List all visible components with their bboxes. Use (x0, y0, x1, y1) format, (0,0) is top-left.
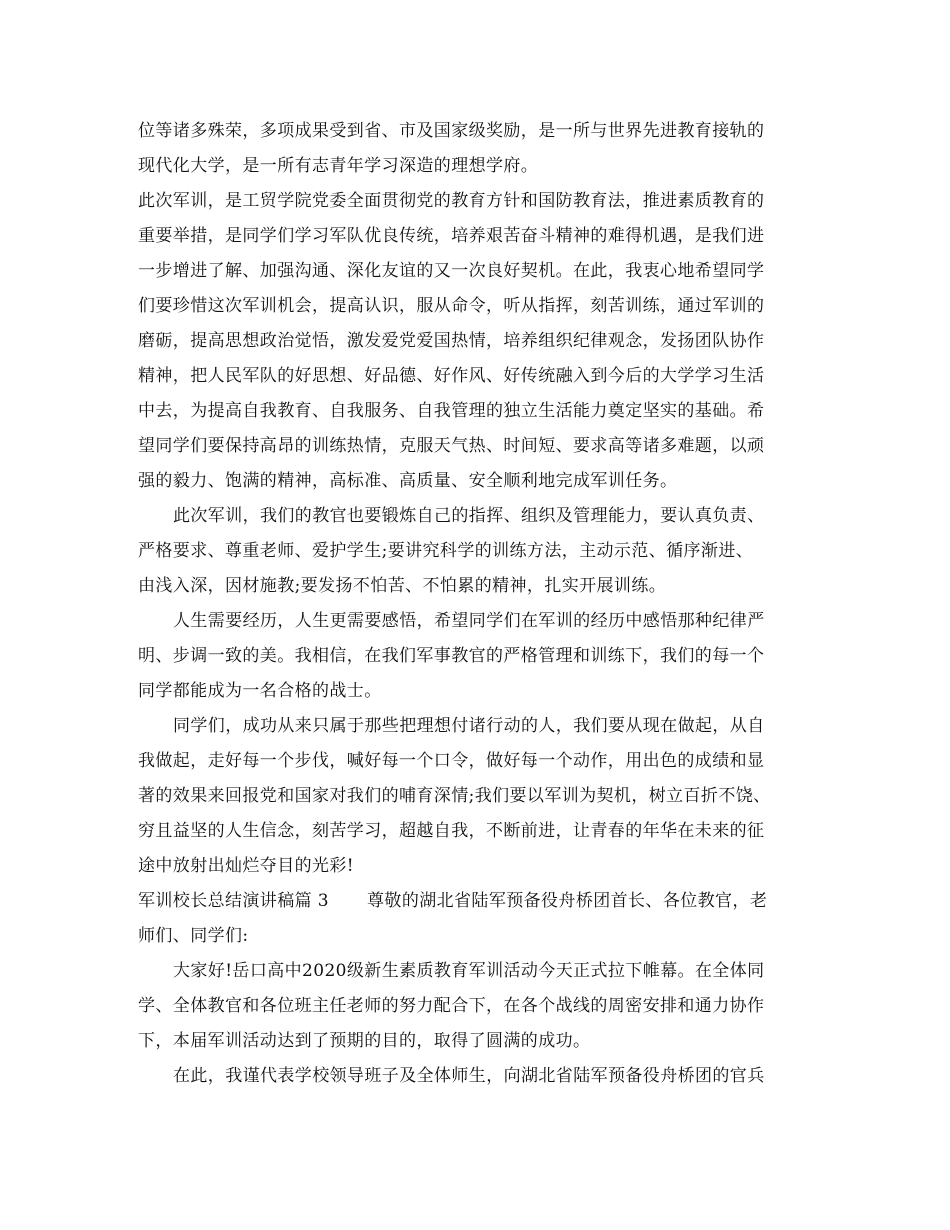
text-line: 望同学们要保持高昂的训练热情，克服天气热、时间短、要求高等诸多难题，以顽 (138, 436, 765, 456)
text-line: 现代化大学，是一所有志青年学习深造的理想学府。 (138, 156, 539, 176)
text-line: 位等诸多殊荣，多项成果受到省、市及国家级奖励，是一所与世界先进教育接轨的 (138, 121, 765, 141)
text-line: 此次军训，是工贸学院党委全面贯彻党的教育方针和国防教育法，推进素质教育的 (138, 191, 765, 211)
text-line: 穷且益坚的人生信念，刻苦学习，超越自我，不断前进，让青春的年华在未来的征 (138, 821, 765, 841)
salutation: 尊敬的湖北省陆军预备役舟桥团首长、各位教官，老 (367, 891, 768, 911)
text-line: 明、步调一致的美。我相信，在我们军事教官的严格管理和训练下，我们的每一个 (138, 646, 765, 666)
document-body (138, 114, 818, 1094)
text-line: 师们、同学们: (138, 926, 249, 946)
text-line: 重要举措，是同学们学习军队优良传统，培养艰苦奋斗精神的难得机遇，是我们进 (138, 226, 765, 246)
text-line: 大家好!岳口高中2020级新生素质教育军训活动今天正式拉下帷幕。在全体同 (173, 961, 765, 981)
text-line: 一步增进了解、加强沟通、深化友谊的又一次良好契机。在此，我衷心地希望同学 (138, 261, 765, 281)
text-line: 同学都能成为一名合格的战士。 (138, 681, 382, 701)
text-line: 们要珍惜这次军训机会，提高认识，服从命令，听从指挥，刻苦训练，通过军训的 (138, 296, 765, 316)
text-line: 此次军训，我们的教官也要锻炼自己的指挥、组织及管理能力，要认真负责、 (173, 506, 765, 526)
text-line: 人生需要经历，人生更需要感悟，希望同学们在军训的经历中感悟那种纪律严 (173, 611, 765, 631)
text-line: 我做起，走好每一个步伐，喊好每一个口令，做好每一个动作，用出色的成绩和显 (138, 751, 765, 771)
text-line: 同学们，成功从来只属于那些把理想付诸行动的人，我们要从现在做起，从自 (173, 716, 765, 736)
text-line: 由浅入深，因材施教;要发扬不怕苦、不怕累的精神，扎实开展训练。 (138, 576, 667, 596)
section-heading-line (138, 884, 818, 919)
text-line: 在此，我谨代表学校领导班子及全体师生，向湖北省陆军预备役舟桥团的官兵 (173, 1066, 765, 1086)
text-line: 著的效果来回报党和国家对我们的哺育深情;我们要以军训为契机，树立百折不饶、 (138, 786, 771, 806)
section-heading: 军训校长总结演讲稿篇 3 (138, 891, 330, 911)
text-line: 中去，为提高自我教育、自我服务、自我管理的独立生活能力奠定坚实的基础。希 (138, 401, 765, 421)
text-line: 磨砺，提高思想政治觉悟，激发爱党爱国热情，培养组织纪律观念，发扬团队协作 (138, 331, 765, 351)
text-line: 途中放射出灿烂夺目的光彩! (138, 856, 355, 876)
text-line: 强的毅力、饱满的精神，高标准、高质量、安全顺利地完成军训任务。 (138, 471, 678, 491)
text-line: 学、全体教官和各位班主任老师的努力配合下，在各个战线的周密安排和通力协作 (138, 996, 765, 1016)
text-line: 精神，把人民军队的好思想、好品德、好作风、好传统融入到今后的大学学习生活 (138, 366, 765, 386)
text-line: 严格要求、尊重老师、爱护学生;要讲究科学的训练方法，主动示范、循序渐进、 (138, 541, 754, 561)
text-line: 下，本届军训活动达到了预期的目的，取得了圆满的成功。 (138, 1031, 591, 1051)
